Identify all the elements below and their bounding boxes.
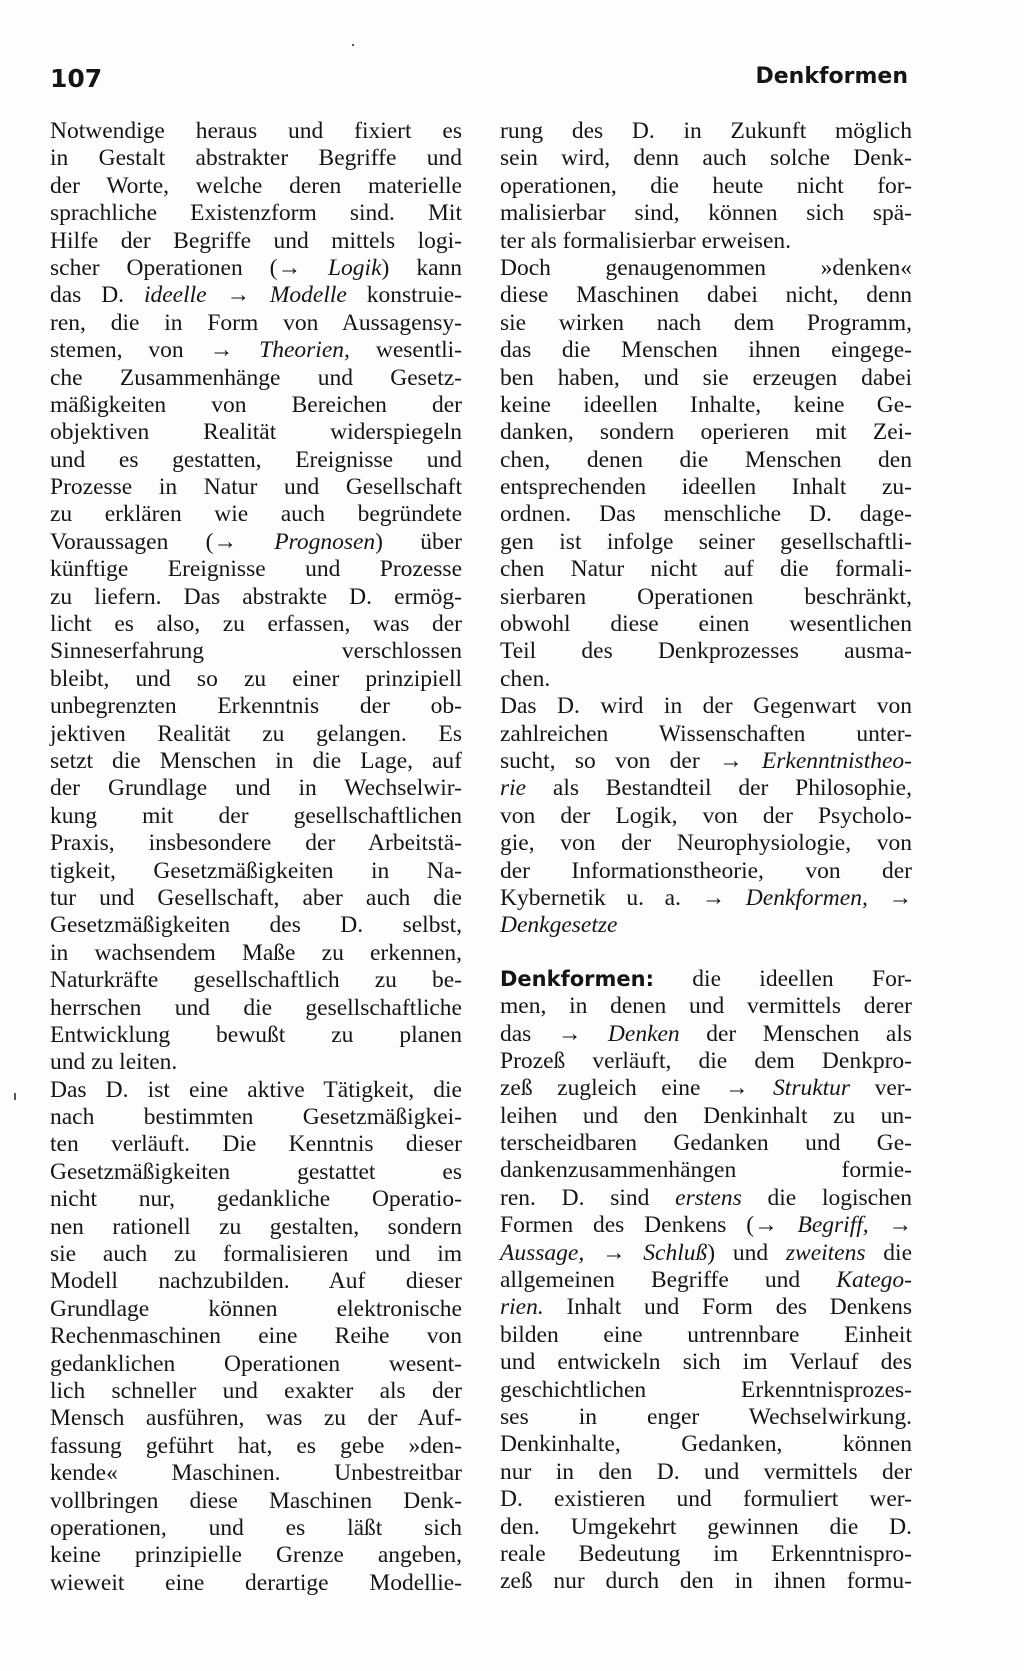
text-line xyxy=(500,1212,912,1239)
italic-text: Denkformen, xyxy=(745,884,868,911)
body-text: sie auch zu formalisieren und im xyxy=(50,1241,462,1268)
body-text: leihen und den Denkinhalt zu un- xyxy=(500,1102,912,1129)
body-text: mäßigkeiten von Bereichen der xyxy=(50,391,462,418)
italic-text: Erkenntnistheo- xyxy=(761,747,912,774)
text-line xyxy=(500,365,912,392)
text-line xyxy=(50,529,462,556)
text-line xyxy=(50,748,462,775)
text-line xyxy=(500,775,912,802)
body-text: obwohl diese einen wesentlichen xyxy=(500,611,912,638)
text-line xyxy=(500,966,912,993)
body-text: ren. D. sind xyxy=(500,1184,676,1211)
body-text: Praxis, insbesondere der Arbeitstä- xyxy=(50,830,462,857)
body-text: ) über xyxy=(375,528,462,555)
body-text: Prozesse in Natur und Gesellschaft xyxy=(50,474,462,501)
body-text: die ideellen For- xyxy=(653,965,912,992)
text-line xyxy=(50,995,462,1022)
body-text: Voraussagen (→ xyxy=(50,528,275,555)
body-text: und zu leiten. xyxy=(50,1049,178,1076)
body-text: Das D. ist eine aktive Tätigkeit, die xyxy=(50,1076,462,1103)
text-line xyxy=(500,638,912,665)
body-text: keine ideellen Inhalte, keine Ge- xyxy=(500,391,912,418)
text-line xyxy=(50,365,462,392)
body-text: Rechenmaschinen eine Reihe von xyxy=(50,1323,462,1350)
body-text: nur in den D. und vermittels der xyxy=(500,1458,912,1485)
text-line xyxy=(500,1459,912,1486)
body-text: wieweit eine derartige Modellie- xyxy=(50,1569,462,1596)
text-line xyxy=(500,392,912,419)
body-text: und entwickeln sich im Verlauf des xyxy=(500,1349,912,1376)
body-text: sein wird, denn auch solche Denk- xyxy=(500,145,912,172)
text-line xyxy=(50,1186,462,1213)
body-text: Grundlage können elektronische xyxy=(50,1295,462,1322)
body-text: Prozeß verläuft, die dem Denkpro- xyxy=(500,1047,912,1074)
body-text: bilden eine untrennbare Einheit xyxy=(500,1321,912,1348)
body-text: herrschen und die gesellschaftliche xyxy=(50,994,462,1021)
body-text: nicht nur, gedankliche Operatio- xyxy=(50,1186,462,1213)
body-text: Notwendige heraus und fixiert es xyxy=(50,118,462,144)
text-line xyxy=(50,967,462,994)
body-text: konstruie- xyxy=(346,282,462,309)
text-line xyxy=(50,1268,462,1295)
paragraph-gap xyxy=(500,940,912,966)
body-text: ) und xyxy=(707,1239,786,1266)
text-line xyxy=(500,584,912,611)
text-line xyxy=(500,1404,912,1431)
text-line xyxy=(50,173,462,200)
page-number: 107 xyxy=(50,64,103,93)
body-text: künftige Ereignisse und Prozesse xyxy=(50,556,462,583)
body-text: terscheidbaren Gedanken und Ge- xyxy=(500,1130,912,1157)
body-text: licht es also, zu erfassen, was der xyxy=(50,611,462,638)
text-line xyxy=(50,584,462,611)
text-line xyxy=(50,611,462,638)
body-text: Doch genaugenommen »denken« xyxy=(500,254,912,281)
italic-text: rien. xyxy=(500,1294,544,1321)
text-line xyxy=(50,1104,462,1131)
body-text: → xyxy=(868,1212,913,1239)
text-line xyxy=(500,118,912,145)
text-line xyxy=(50,912,462,939)
italic-text: Denken xyxy=(607,1020,680,1047)
italic-text: rie xyxy=(500,775,527,802)
body-text: Teil des Denkprozesses ausma- xyxy=(500,638,912,665)
text-line xyxy=(50,419,462,446)
body-text: in wachsendem Maße zu erkennen, xyxy=(50,939,462,966)
body-text: der Worte, welche deren materielle xyxy=(50,172,462,199)
right-column xyxy=(500,118,912,1596)
body-text: gen ist infolge seiner gesellschaftli- xyxy=(500,528,912,555)
body-text: Modell nachzubilden. Auf dieser xyxy=(50,1268,462,1295)
body-text: Entwicklung bewußt zu planen xyxy=(50,1021,462,1048)
text-line xyxy=(500,1021,912,1048)
body-text: sucht, so von der → xyxy=(500,747,762,774)
body-text: tur und Gesellschaft, aber auch die xyxy=(50,884,462,911)
body-text: → xyxy=(584,1239,644,1266)
text-line xyxy=(500,1431,912,1458)
body-text: zu liefern. Das abstrakte D. ermög- xyxy=(50,583,462,610)
text-line xyxy=(500,1377,912,1404)
body-text: setzt die Menschen in die Lage, auf xyxy=(50,747,462,774)
body-text: operationen, und es läßt sich xyxy=(50,1514,462,1541)
body-text: kende« Maschinen. Unbestreitbar xyxy=(50,1460,462,1487)
scan-speck xyxy=(352,44,354,46)
body-text: fassung geführt hat, es gebe »den- xyxy=(50,1432,462,1459)
text-line xyxy=(50,775,462,802)
body-text: Gesetzmäßigkeiten des D. selbst, xyxy=(50,912,462,939)
body-text: nen rationell zu gestalten, sondern xyxy=(50,1213,462,1240)
text-line xyxy=(500,1267,912,1294)
body-text: entsprechenden ideellen Inhalt zu- xyxy=(500,474,912,501)
body-text: bleibt, und so zu einer prinzipiell xyxy=(50,665,462,692)
text-line xyxy=(500,858,912,885)
body-text: operationen, die heute nicht for- xyxy=(500,172,912,199)
text-line xyxy=(50,255,462,282)
italic-text: Denkgesetze xyxy=(500,912,618,939)
body-text: che Zusammenhänge und Gesetz- xyxy=(50,364,462,391)
text-line xyxy=(500,1157,912,1184)
body-text: der Informationstheorie, von der xyxy=(500,857,912,884)
text-line xyxy=(500,556,912,583)
text-line xyxy=(500,993,912,1020)
text-line xyxy=(500,501,912,528)
text-line xyxy=(500,611,912,638)
text-line xyxy=(50,803,462,830)
text-line xyxy=(500,447,912,474)
body-text: und es gestatten, Ereignisse und xyxy=(50,446,462,473)
body-text: diese Maschinen dabei nicht, denn xyxy=(500,282,912,309)
text-line xyxy=(500,1568,912,1595)
body-text: vollbringen diese Maschinen Denk- xyxy=(50,1487,462,1514)
body-text: lich schneller und exakter als der xyxy=(50,1377,462,1404)
text-line xyxy=(50,858,462,885)
body-text: sie wirken nach dem Programm, xyxy=(500,309,912,336)
text-line xyxy=(50,200,462,227)
body-text: rung des D. in Zukunft möglich xyxy=(500,118,912,144)
body-text: danken, sondern operieren mit Zei- xyxy=(500,419,912,446)
body-text: gie, von der Neurophysiologie, von xyxy=(500,830,912,857)
italic-text: Logik xyxy=(327,254,382,281)
text-line xyxy=(50,1022,462,1049)
running-head: Denkformen xyxy=(755,64,908,89)
body-text: Formen des Denkens (→ xyxy=(500,1212,798,1239)
body-text: unbegrenzten Erkenntnis der ob- xyxy=(50,693,462,720)
text-line xyxy=(50,830,462,857)
body-text: das die Menschen ihnen eingege- xyxy=(500,337,912,364)
body-text: von der Logik, von der Psycholo- xyxy=(500,802,912,829)
body-text: ses in enger Wechselwirkung. xyxy=(500,1403,912,1430)
text-line xyxy=(500,693,912,720)
text-line xyxy=(50,1542,462,1569)
text-line xyxy=(50,1378,462,1405)
text-line xyxy=(50,337,462,364)
italic-text: Katego- xyxy=(836,1267,912,1294)
body-text: reale Bedeutung im Erkenntnispro- xyxy=(500,1540,912,1567)
italic-text: Schluß xyxy=(643,1239,708,1266)
body-text: tigkeit, Gesetzmäßigkeiten in Na- xyxy=(50,857,462,884)
body-text: Sinneserfahrung verschlossen xyxy=(50,638,462,665)
text-line xyxy=(50,1077,462,1104)
body-text: ) kann xyxy=(381,254,462,281)
left-column xyxy=(50,118,462,1597)
body-text: Inhalt und Form des Denkens xyxy=(543,1294,912,1321)
body-text: → xyxy=(867,884,913,911)
body-text: der Menschen als xyxy=(679,1020,913,1047)
body-text: gedanklichen Operationen wesent- xyxy=(50,1350,462,1377)
text-line xyxy=(50,1159,462,1186)
body-text: keine prinzipielle Grenze angeben, xyxy=(50,1542,462,1569)
text-line xyxy=(500,228,912,255)
body-text: Naturkräfte gesellschaftlich zu be- xyxy=(50,967,462,994)
text-line xyxy=(50,1460,462,1487)
body-text: scher Operationen (→ xyxy=(50,254,328,281)
body-text: der Grundlage und in Wechselwir- xyxy=(50,775,462,802)
text-line xyxy=(500,885,912,912)
body-text: ten verläuft. Die Kenntnis dieser xyxy=(50,1131,462,1158)
body-text: sierbaren Operationen beschränkt, xyxy=(500,583,912,610)
body-text: dankenzusammenhängen formie- xyxy=(500,1157,912,1184)
body-text: sprachliche Existenzform sind. Mit xyxy=(50,200,462,227)
text-line xyxy=(50,1405,462,1432)
text-line xyxy=(50,1515,462,1542)
text-line xyxy=(500,173,912,200)
text-line xyxy=(500,419,912,446)
italic-text: erstens xyxy=(675,1184,742,1211)
text-line xyxy=(50,556,462,583)
body-text: ordnen. Das menschliche D. dage- xyxy=(500,501,912,528)
text-line xyxy=(500,748,912,775)
text-line xyxy=(50,118,462,145)
body-text: malisierbar sind, können sich spä- xyxy=(500,200,912,227)
text-line xyxy=(500,1514,912,1541)
italic-text: zweitens xyxy=(785,1239,866,1266)
text-line xyxy=(50,447,462,474)
text-line xyxy=(50,940,462,967)
text-line xyxy=(50,1433,462,1460)
body-text: ver- xyxy=(850,1075,912,1102)
text-line xyxy=(500,1322,912,1349)
text-line xyxy=(500,1240,912,1267)
body-text: ben haben, und sie erzeugen dabei xyxy=(500,364,912,391)
text-line xyxy=(50,1049,462,1076)
text-line xyxy=(500,721,912,748)
italic-text: ideelle → Modelle xyxy=(143,282,347,309)
text-line xyxy=(500,282,912,309)
text-line xyxy=(50,1131,462,1158)
text-line xyxy=(500,1103,912,1130)
text-line xyxy=(50,638,462,665)
text-line xyxy=(500,474,912,501)
scan-speck xyxy=(14,1093,16,1100)
body-text: wesentli- xyxy=(349,337,462,364)
page-header xyxy=(0,60,1024,100)
text-line xyxy=(500,1048,912,1075)
body-text: das → xyxy=(500,1020,608,1047)
text-line xyxy=(50,1323,462,1350)
text-line xyxy=(500,200,912,227)
text-line xyxy=(50,1488,462,1515)
text-line xyxy=(500,1130,912,1157)
body-text: Hilfe der Begriffe und mittels logi- xyxy=(50,227,462,254)
text-line xyxy=(50,501,462,528)
text-line xyxy=(50,1241,462,1268)
text-line xyxy=(50,1570,462,1597)
body-text: Das D. wird in der Gegenwart von xyxy=(500,693,912,720)
body-text: die logischen xyxy=(741,1184,913,1211)
body-text: men, in denen und vermittels derer xyxy=(500,993,912,1020)
body-text: Kybernetik u. a. → xyxy=(500,884,746,911)
text-line xyxy=(500,1185,912,1212)
body-text: ren, die in Form von Aussagensy- xyxy=(50,309,462,336)
text-line xyxy=(50,1214,462,1241)
body-text: zeß nur durch den in ihnen formu- xyxy=(500,1568,912,1595)
body-text: die xyxy=(865,1239,913,1266)
text-line xyxy=(500,1075,912,1102)
text-line xyxy=(500,255,912,282)
text-line xyxy=(50,392,462,419)
italic-text: Struktur xyxy=(773,1075,851,1102)
body-text: chen, denen die Menschen den xyxy=(500,446,912,473)
text-line xyxy=(50,282,462,309)
body-text: nach bestimmten Gesetzmäßigkei- xyxy=(50,1104,462,1131)
body-text: geschichtlichen Erkenntnisprozes- xyxy=(500,1376,912,1403)
italic-text: Begriff, xyxy=(797,1212,869,1239)
text-line xyxy=(500,666,912,693)
text-line xyxy=(500,310,912,337)
text-line xyxy=(500,803,912,830)
body-text: zu erklären wie auch begründete xyxy=(50,501,462,528)
italic-text: Theorien, xyxy=(259,337,350,364)
body-text: Denkinhalte, Gedanken, können xyxy=(500,1431,912,1458)
text-line xyxy=(50,1296,462,1323)
text-line xyxy=(500,1486,912,1513)
text-line xyxy=(500,145,912,172)
text-line xyxy=(50,721,462,748)
text-line xyxy=(50,228,462,255)
body-text: das D. xyxy=(50,282,144,309)
text-line xyxy=(50,474,462,501)
body-text: D. existieren und formuliert wer- xyxy=(500,1486,912,1513)
body-text: Mensch ausführen, was zu der Auf- xyxy=(50,1405,462,1432)
body-text: in Gestalt abstrakter Begriffe und xyxy=(50,145,462,172)
body-text: chen Natur nicht auf die formali- xyxy=(500,556,912,583)
text-line xyxy=(50,693,462,720)
text-line xyxy=(500,1294,912,1321)
text-line xyxy=(50,666,462,693)
body-text: ter als formalisierbar erweisen. xyxy=(500,227,792,254)
body-text: kung mit der gesellschaftlichen xyxy=(50,802,462,829)
text-line xyxy=(500,337,912,364)
text-line xyxy=(50,145,462,172)
italic-text: Aussage, xyxy=(500,1239,585,1266)
text-line xyxy=(500,1349,912,1376)
text-line xyxy=(50,1351,462,1378)
body-text: Gesetzmäßigkeiten gestattet es xyxy=(50,1158,462,1185)
body-text: als Bestandteil der Philosophie, xyxy=(526,775,912,802)
body-text: stemen, von → xyxy=(50,337,260,364)
text-line xyxy=(500,1541,912,1568)
body-text: zeß zugleich eine → xyxy=(500,1075,774,1102)
body-text: jektiven Realität zu gelangen. Es xyxy=(50,720,462,747)
entry-headword: Denkformen: xyxy=(500,966,654,991)
body-text: chen. xyxy=(500,665,551,692)
text-line xyxy=(500,529,912,556)
italic-text: Prognosen xyxy=(274,528,376,555)
body-text: den. Umgekehrt gewinnen die D. xyxy=(500,1513,912,1540)
body-text: zahlreichen Wissenschaften unter- xyxy=(500,720,912,747)
text-line xyxy=(500,912,912,939)
body-text: objektiven Realität widerspiegeln xyxy=(50,419,462,446)
body-text: allgemeinen Begriffe und xyxy=(500,1267,837,1294)
text-line xyxy=(50,310,462,337)
text-line xyxy=(500,830,912,857)
text-line xyxy=(50,885,462,912)
